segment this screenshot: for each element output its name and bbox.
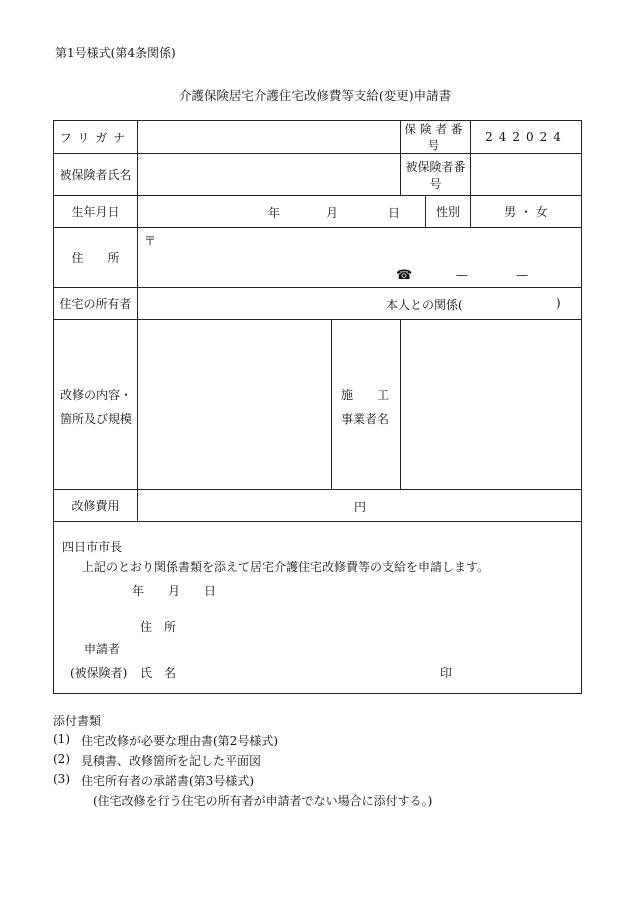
birth-month-label: 月 [326,206,339,220]
renovation-label-line1: 改修の内容・ [60,388,133,402]
applicant-address-label: 住 所 [140,620,177,634]
birth-year-label: 年 [268,206,281,220]
cost-input[interactable] [138,490,582,522]
insured-paren-label: (被保険者) [70,666,128,680]
insured-number-label: 被保険者番号 [401,154,471,196]
birthdate-label: 生年月日 [54,196,138,228]
phone-dash-2: — [516,268,528,282]
insurer-number-label: 保険者番号 [401,121,471,154]
cost-unit: 円 [354,500,367,514]
renovation-label [54,320,138,490]
renovation-label-line2: 箇所及び規模 [60,412,133,426]
attachments-heading: 添付書類 [53,714,102,728]
attachment-text-3: 住宅所有者の承諾書(第3号様式) [81,774,254,788]
renovation-input[interactable] [138,320,332,490]
phone-icon: ☎ [396,268,413,283]
contractor-label-line2: 事業者名 [341,412,390,426]
application-form-table [53,120,582,694]
relation-label: 本人との関係( [386,298,463,312]
attachment-note: (住宅改修を行う住宅の所有者が申請者でない場合に添付する。) [93,794,433,808]
contractor-label-line1: 施 工 [341,388,390,402]
owner-input[interactable] [138,288,582,320]
attachment-num-3: (3) [53,772,70,786]
declaration-statement: 上記のとおり関係書類を添えて居宅介護住宅改修費等の支給を申請します。 [82,560,490,574]
insured-number-input[interactable] [471,154,582,196]
contractor-label [332,320,401,490]
address-label: 住 所 [54,228,138,288]
attachment-text-2: 見積書、改修箇所を記した平面図 [81,754,262,768]
birthdate-input[interactable] [138,196,426,228]
insured-name-label: 被保険者氏名 [54,154,138,196]
postal-mark: 〒 [144,234,157,248]
declaration-day: 日 [204,584,217,598]
contractor-input[interactable] [401,320,582,490]
cost-label: 改修費用 [54,490,138,522]
birth-day-label: 日 [388,206,401,220]
furigana-input[interactable] [138,121,401,154]
form-number: 第1号様式(第4条関係) [55,46,176,60]
address-input[interactable] [138,228,582,288]
form-title: 介護保険居宅介護住宅改修費等支給(変更)申請書 [178,88,452,103]
applicant-name-label: 氏 名 [140,666,177,680]
attachment-text-1: 住宅改修が必要な理由書(第2号様式) [81,734,278,748]
declaration-section [54,522,582,694]
gender-select[interactable]: 男 ・ 女 [471,196,582,228]
phone-dash-1: — [456,268,468,282]
insurer-number-value: 242024 [471,121,582,154]
seal-mark: 印 [440,666,453,680]
declaration-year: 年 [132,584,145,598]
gender-label: 性別 [426,196,471,228]
applicant-label: 申請者 [84,642,121,656]
furigana-label: フリガナ [54,121,138,154]
owner-label: 住宅の所有者 [54,288,138,320]
declaration-month: 月 [168,584,181,598]
relation-close: ) [556,296,561,310]
attachment-num-1: (1) [53,732,70,746]
addressee: 四日市市長 [62,540,123,554]
insured-name-input[interactable] [138,154,401,196]
attachment-num-2: (2) [53,752,70,766]
